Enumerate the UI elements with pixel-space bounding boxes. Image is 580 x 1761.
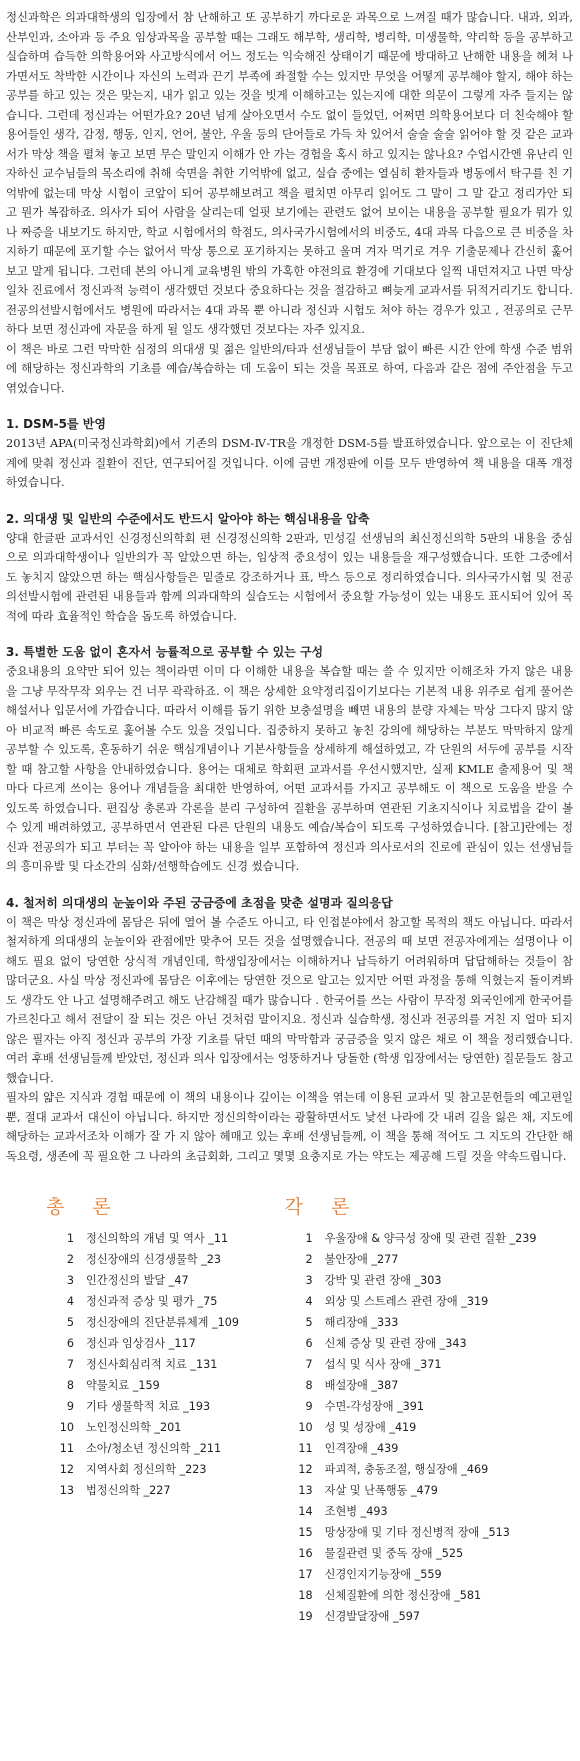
toc-item-number: 14 <box>298 1505 313 1518</box>
toc-item-number: 7 <box>66 1358 74 1371</box>
toc-item <box>46 1228 285 1249</box>
toc-item-label: 정신과적 증상 및 평가 _75 <box>86 1295 218 1308</box>
closing-paragraph: 필자의 얇은 지식과 경험 때문에 이 책의 내용이나 깊이는 이책을 엮는데 이용된 교과서 및 참고문헌들의 예고편일 뿐, 절대 교과서 대신이 아닙니다. 하지만 정신의학이라는 광활하면서도 낯선 나라에 갓 내려 길을 잃은 채, 지도에 해당하는 교과서조차 이해가 잘 가 지 않아 헤매고 있는 후배 선생님들께, 이 책을 통해 적어도 그 지도의 간단한 해독요령, 생존에 꼭 필요한 그 나라의 초급회화, 그리고 몇몇 요충지로 가는 약도는 제공해 드릴 것을 약속드립니다. <box>6 1090 573 1163</box>
toc-item <box>46 1312 285 1333</box>
toc-item-number: 11 <box>298 1442 313 1455</box>
toc-item <box>285 1354 573 1375</box>
toc-item-label: 소아/청소년 정신의학 _211 <box>86 1442 222 1455</box>
toc-item <box>46 1396 285 1417</box>
toc-item-number: 4 <box>66 1295 74 1308</box>
toc-item-number: 1 <box>305 1232 313 1245</box>
toc-item-label: 조현병 _493 <box>324 1505 388 1518</box>
toc-item-label: 파괴적, 충동조절, 행실장애 _469 <box>324 1463 489 1476</box>
toc-item <box>46 1333 285 1354</box>
toc-item-number: 6 <box>305 1337 313 1350</box>
toc-item-number: 13 <box>59 1484 74 1497</box>
section-body: 중요내용의 요약만 되어 있는 책이라면 이미 다 이해한 내용을 복습할 때는 쓸 수 있지만 이해조차 가지 않은 내용을 그냥 무작무작 외우는 건 너무 곽곽하죠. 이 책은 상세한 요약정리집이기보다는 기본적 내용 위주로 쉽게 풀어쓴 해설서나 입문서에 가깝습니다. 따라서 이해를 돕기 위한 보충설명을 빼면 내용의 분량 자체는 막상 그다지 많지 않아 비교적 빠른 속도로 훑어볼 수도 있을 것입니다. 집중하지 못하고 놓친 강의에 해당하는 부분도 막막하지 않게 공부할 수 있도록, 혼동하기 쉬운 핵심개념이나 기본사항들을 상세하게 해설하였고, 각 단원의 서두에 공부를 시작할 때 참고할 사항을 안내하였습니다. 용어는 대체로 학회편 교과서를 우선시했지만, 실제 KMLE 출제용어 및 책마다 다르게 쓰이는 용어나 개념들을 최대한 반영하여, 어떤 교과서를 가지고 공부해도 이 책으로 도움을 받을 수 있도록 하였습니다. 편집상 총론과 각론을 분리 구성하여 질환을 공부하며 연관된 기초지식이나 치료법을 같이 볼 수 있게 배려하였고, 공부하면서 연관된 다른 단원의 내용도 예습/복습이 되도록 구성하였습니다. [참고]란에는 정신과 전공의가 되고 부터는 꼭 알아야 하는 내용을 일부 포함하여 정신과 의사로서의 진로에 관심이 있는 선생님들의 흥미유발 및 다소간의 심화/선행학습에도 신경 썼습니다. <box>6 664 573 873</box>
toc-item-label: 강박 및 관련 장애 _303 <box>324 1274 442 1287</box>
toc-general-column <box>46 1192 285 1627</box>
toc-item-label: 외상 및 스트레스 관련 장애 _319 <box>324 1295 489 1308</box>
toc-specific-list <box>285 1228 573 1627</box>
toc-item <box>46 1480 285 1501</box>
toc-item-number: 7 <box>305 1358 313 1371</box>
toc-item <box>285 1417 573 1438</box>
toc-item <box>285 1228 573 1249</box>
section-title: 2. 의대생 및 일반의 수준에서도 반드시 알아야 하는 핵심내용을 압축 <box>6 511 370 526</box>
toc-item-number: 2 <box>305 1253 313 1266</box>
toc-item-label: 기타 생물학적 치료 _193 <box>86 1400 211 1413</box>
toc-item-number: 12 <box>298 1463 313 1476</box>
toc-item <box>46 1291 285 1312</box>
section-title: 1. DSM-5를 반영 <box>6 417 106 431</box>
toc-item-number: 9 <box>305 1400 313 1413</box>
section-student-perspective <box>6 893 573 1167</box>
toc-item-number: 3 <box>305 1274 313 1287</box>
toc-item <box>285 1249 573 1270</box>
toc-item <box>285 1396 573 1417</box>
toc-item-label: 정신의학의 개념 및 역사 _11 <box>86 1232 229 1245</box>
toc-item-number: 19 <box>298 1610 313 1623</box>
toc-item <box>285 1291 573 1312</box>
toc-item-label: 인간정신의 발달 _47 <box>86 1274 189 1287</box>
toc-specific-column <box>285 1192 573 1627</box>
toc-item <box>285 1522 573 1543</box>
toc-item <box>46 1249 285 1270</box>
section-body: 이 책은 막상 정신과에 몸담은 뒤에 열어 볼 수준도 아니고, 타 인접분야에서 참고할 목적의 책도 아닙니다. 따라서 철저하게 의대생의 눈높이와 관점에만 맞추어 모든 것을 설명했습니다. 전공의 때 보면 전공자에게는 설명이나 이해도 필요 없이 당연한 상식적 개념인데, 학생입장에서는 이해하거나 납득하기 어려워하며 답답해하는 것들이 참 많더군요. 사실 막상 정신과에 몸담은 이후에는 당연한 것으로 알고는 있지만 어떤 과정을 통해 익혔는지 돌이켜봐도 생각도 안 나고 설명해주려고 해도 난감해질 때가 많습니다 . 한국어를 쓰는 사람이 무작정 외국인에게 한국어를 가르친다고 해서 전달이 잘 되는 것은 아닌 것처럼 말이지요. 정신과 실습학생, 정신과 전공의를 거친 지 얼마 되지 않은 필자는 아직 정신과 공부의 가장 기초를 닦던 때의 막막함과 궁금증을 잊지 않은 채로 이 책을 정리했습니다. 여러 후배 선생님들께 받았던, 정신과 의사 입장에서는 엉뚱하거나 당돌한 (학생 입장에서는 당연한) 질문들도 참고했습니다. <box>6 914 573 1085</box>
toc-item-label: 정신장애의 신경생물학 _23 <box>86 1253 222 1266</box>
toc-item <box>285 1606 573 1627</box>
toc-item-label: 지역사회 정신의학 _223 <box>86 1463 207 1476</box>
section-body: 양대 한글판 교과서인 신경정신의학회 편 신경정신의학 2판과, 민성길 선생님의 최신정신의학 5판의 내용을 중심으로 의과대학생이나 일반의가 꼭 알았으면 하는, 임상적 중요성이 있는 내용들을 재구성했습니다. 또한 그중에서도 놓치지 않았으면 하는 핵심사항들은 밑줄로 강조하거나 표, 박스 등으로 정리하였습니다. 의사국가시험 및 전공의선발시험에 관련된 내용들과 함께 의과대학의 실습도는 시험에서 중요할 가능성이 있는 내용도 표시되어 있어 목적에 따라 효율적인 학습을 돕도록 하였습니다. <box>6 530 573 623</box>
toc-item-number: 1 <box>66 1232 74 1245</box>
toc-item-label: 배설장애 _387 <box>324 1379 399 1392</box>
toc-item-number: 16 <box>298 1547 313 1560</box>
section-title: 3. 특별한 도움 없이 혼자서 능률적으로 공부할 수 있는 구성 <box>6 645 324 659</box>
toc-item <box>46 1459 285 1480</box>
toc-item-label: 불안장애 _277 <box>324 1253 399 1266</box>
toc-item-label: 신경발달장애 _597 <box>324 1610 420 1623</box>
toc-item-number: 6 <box>66 1337 74 1350</box>
intro-paragraph-1: 정신과학은 의과대학생의 입장에서 참 난해하고 또 공부하기 까다로운 과목으로 느껴질 때가 많습니다. 내과, 외과, 산부인과, 소아과 등 주요 임상과목을 공부할 때는 그래도 해부학, 생리학, 병리학, 미생물학, 약리학 등을 공부하고 실습하며 습득한 의학용어와 사고방식에서 어느 정도는 익숙해진 상태이기 때문에 방대하고 난해한 내용을 헤쳐 나가면서도 착박한 시간이나 자신의 노력과 끈기 부족에 좌절할 수는 있지만 무엇을 어떻게 공부해야 할지, 해야 하는 공부를 하고 있는 것은 맞는지, 내가 읽고 있는 것을 빗게 이해하고는 있는지에 대한 의문이 그렇게 자주 들지는 않습니다. 그런데 정신과는 어떤가요? 20년 넘게 살아오면서 수도 없이 들었던, 어쩌면 의학용어보다 더 친숙해야 할 용어들인 생각, 감정, 행동, 인지, 언어, 불안, 우울 등의 단어들로 가득 차 있어서 술술 술술 읽어야 할 것 같은 교과서가 막상 책을 펼쳐 놓고 보면 무슨 말인지 이해가 안 가는 경험을 혹시 하고 있지는 않나요? 수업시간엔 유난리 인자하신 교수님들의 목소리에 취해 숙면을 취한 기억밖에 없고, 실습 중에는 열심히 환자들과 병동에서 탁구를 친 기억밖에 없는데 막상 시험이 코앞이 되어 공부해보려고 책을 펼치면 아무리 읽어도 그 말이 그 말 같고 정리가안 되고 뭔가 복잡하죠. 의사가 되어 사람을 살리는데 얼핏 보기에는 관련도 없어 보이는 내용을 공부할 필요가 뭐가 있나 짜증을 내보기도 하지만, 학교 시험에서의 학점도, 의사국가시험에서의 비중도, 4대 과목 다음으로 큰 비중을 차지하기 때문에 포기할 수는 없어서 막상 통으로 포기하지는 못하고 울며 겨자 먹기로 겨우 기출문제나 간신히 훑어보고 말게 됩니다. 그런데 본의 아니게 교육병원 밖의 가혹한 야전의료 환경에 기대보다 일찍 내던져지고 나면 막상 일차 진료에서 정신과적 능력이 생각했던 것보다 중요하다는 것을 절감하고 뼈늦게 교과서를 뒤적거리기도 합니다. 전공의선발시험에서도 병원에 따라서는 4대 과목 뿐 아니라 정신과 시험도 쳐야 하는 경우가 있고 , 전공의로 근무하다 보면 정신과에 자문을 하게 될 일도 생각했던 것보다는 자주 있지요. <box>6 10 573 336</box>
toc-item-number: 5 <box>66 1316 74 1329</box>
toc-item-label: 인격장애 _439 <box>324 1442 399 1455</box>
toc-item-label: 정신과 임상검사 _117 <box>86 1337 196 1350</box>
toc-general-heading: 총 론 <box>46 1196 122 1218</box>
section-core-content <box>6 509 573 627</box>
toc-item-number: 4 <box>305 1295 313 1308</box>
toc-item-number: 5 <box>305 1316 313 1329</box>
toc-item-number: 13 <box>298 1484 313 1497</box>
toc-item-label: 신체 증상 및 관련 장애 _343 <box>324 1337 467 1350</box>
toc-item-number: 9 <box>66 1400 74 1413</box>
toc-item <box>285 1270 573 1291</box>
toc-item-number: 10 <box>59 1421 74 1434</box>
toc-item-number: 15 <box>298 1526 313 1539</box>
toc-item-number: 17 <box>298 1568 313 1581</box>
section-dsm5 <box>6 414 573 493</box>
toc-item-label: 노인정신의학 _201 <box>86 1421 182 1434</box>
toc-item-number: 8 <box>305 1379 313 1392</box>
toc-item <box>285 1543 573 1564</box>
toc-item <box>285 1585 573 1606</box>
toc-item <box>285 1480 573 1501</box>
section-self-study <box>6 642 573 877</box>
toc-item-number: 2 <box>66 1253 74 1266</box>
toc-item <box>285 1375 573 1396</box>
toc-item <box>285 1564 573 1585</box>
toc-item-label: 약물치료 _159 <box>86 1379 160 1392</box>
toc-item-label: 우울장애 & 양극성 장애 및 관련 질환 _239 <box>324 1232 537 1245</box>
section-body: 2013년 APA(미국정신과학회)에서 기존의 DSM-Ⅳ-TR을 개정한 DSM-5를 발표하였습니다. 앞으로는 이 진단체계에 맞춰 정신과 질환이 진단, 연구되어질 것입니다. 이에 금번 개정판에 이를 모두 반영하여 책 내용을 대폭 개정하였습니다. <box>6 436 573 489</box>
toc-item-number: 18 <box>298 1589 313 1602</box>
toc-item-label: 정신사회심리적 치료 _131 <box>86 1358 218 1371</box>
toc-item <box>46 1270 285 1291</box>
intro-paragraph-2: 이 책은 바로 그런 막막한 심정의 의대생 및 젊은 일반의/타과 선생님들이 부담 없이 빠른 시간 안에 학생 수준 범위에 해당하는 정신과학의 기초를 예습/복습하는 데 도움이 되는 것을 목표로 하여, 다음과 같은 점에 주안점을 두고 엮었습니다. <box>6 341 573 395</box>
toc-item-number: 10 <box>298 1421 313 1434</box>
toc-specific-heading: 각 론 <box>284 1196 361 1218</box>
toc-item-label: 신체질환에 의한 정신장애 _581 <box>324 1589 482 1602</box>
toc-item-label: 수면-각성장애 _391 <box>324 1400 425 1413</box>
toc-item-label: 해리장애 _333 <box>324 1316 399 1329</box>
toc-general-list <box>46 1228 285 1501</box>
toc-item <box>285 1312 573 1333</box>
toc-item-number: 3 <box>66 1274 74 1287</box>
toc-item <box>285 1333 573 1354</box>
toc-item-label: 신경인지기능장애 _559 <box>324 1568 442 1581</box>
toc-item-label: 섭식 및 식사 장애 _371 <box>324 1358 442 1371</box>
section-title: 4. 철저히 의대생의 눈높이와 주된 궁금증에 초점을 맞춘 설명과 질의응답 <box>6 895 393 910</box>
toc-item-number: 11 <box>59 1442 74 1455</box>
toc-item <box>285 1438 573 1459</box>
toc-item <box>46 1417 285 1438</box>
toc-item-label: 성 및 성장애 _419 <box>324 1421 417 1434</box>
toc-item <box>46 1354 285 1375</box>
toc-item-label: 망상장애 및 기타 정신병적 장애 _513 <box>324 1526 510 1539</box>
toc-item <box>285 1501 573 1522</box>
toc-item-label: 정신장애의 진단분류체계 _109 <box>86 1316 239 1329</box>
toc-item-number: 8 <box>66 1379 74 1392</box>
toc-item-label: 법정신의학 _227 <box>86 1484 171 1497</box>
toc-item <box>46 1375 285 1396</box>
toc-item-label: 자살 및 난폭행동 _479 <box>324 1484 438 1497</box>
toc-item <box>46 1438 285 1459</box>
table-of-contents <box>6 1192 573 1627</box>
toc-item <box>285 1459 573 1480</box>
toc-item-number: 12 <box>59 1463 74 1476</box>
toc-item-label: 물질관련 및 중독 장애 _525 <box>324 1547 464 1560</box>
